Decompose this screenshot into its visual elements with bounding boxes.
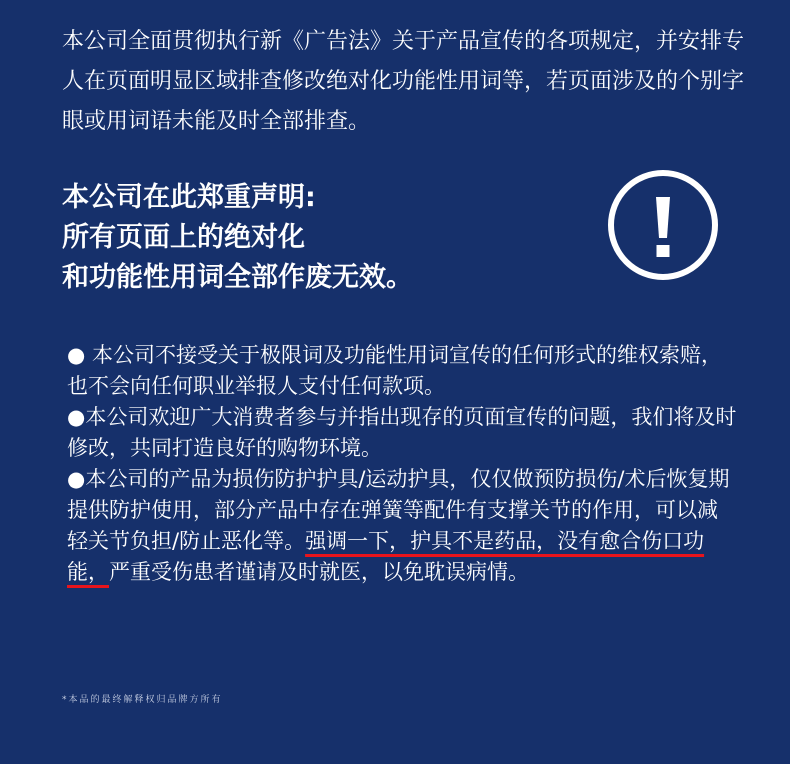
- declaration-line: 和功能性用词全部作废无效。: [62, 262, 413, 293]
- highlighted-warning: 强调一下，护具不是药品，没有愈合伤口功能，: [67, 529, 705, 584]
- footnote: *本品的最终解释权归品牌方所有: [62, 695, 223, 705]
- declaration-line: 本公司在此郑重声明:: [62, 182, 316, 213]
- notice-list: [67, 340, 737, 588]
- exclamation-icon: [607, 169, 719, 281]
- notice-item: [67, 464, 737, 588]
- notice-text: ●本公司的产品为损伤防护护具/运动护具，仅仅做预防损伤/术后恢复期提供防护使用，部分产品中存在弹簧等配件有支撑关节的作用，可以减轻关节负担/防止恶化等。: [67, 467, 730, 553]
- notice-item: ●本公司欢迎广大消费者参与并指出现存的页面宣传的问题，我们将及时修改，共同打造良好的购物环境。: [67, 405, 737, 460]
- declaration-line: 所有页面上的绝对化: [62, 222, 305, 253]
- declaration-heading: [62, 178, 582, 298]
- intro-paragraph: 本公司全面贯彻执行新《广告法》关于产品宣传的各项规定，并安排专人在页面明显区域排查修改绝对化功能性用词等，若页面涉及的个别字眼或用词语未能及时全部排查。: [62, 29, 745, 134]
- notice-text: 严重受伤患者谨请及时就医，以免耽误病情。: [109, 560, 529, 584]
- notice-item: ● 本公司不接受关于极限词及功能性用词宣传的任何形式的维权索赔，也不会向任何职业举报人支付任何款项。: [67, 343, 722, 398]
